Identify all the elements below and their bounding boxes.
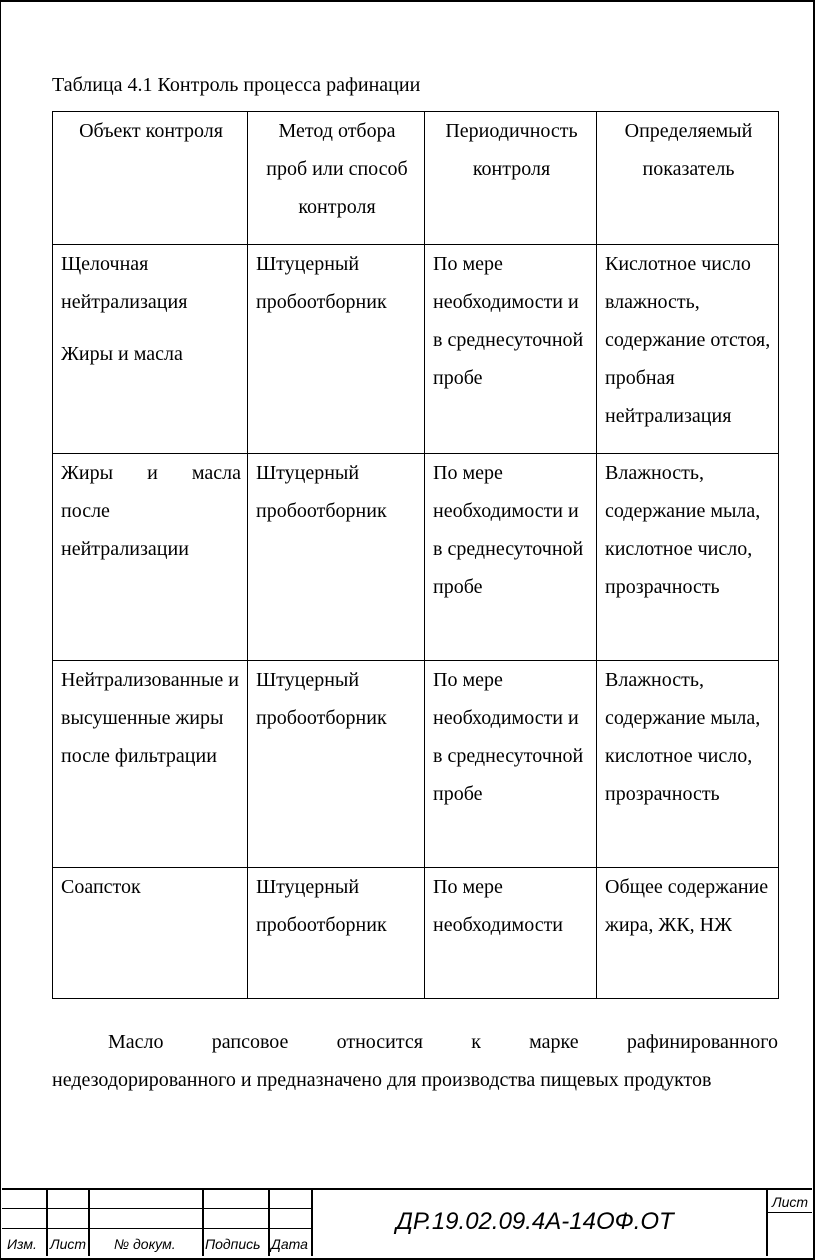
document-code: ДР.19.02.09.4А-14ОФ.ОТ [396, 1208, 674, 1235]
cell-indicator: Кислотное число влажность, содержание отстоя, пробная нейтрализация [597, 245, 779, 454]
cell-period: По мере необходимости и в среднесуточной пробе [425, 661, 597, 868]
control-table [52, 111, 779, 999]
body-paragraph [52, 1023, 778, 1099]
cell-object-line: Жиры и масла [61, 343, 183, 365]
cell-indicator: Общее содержание жира, ЖК, НЖ [597, 868, 779, 999]
stamp-sheet-label: Лист [772, 1194, 809, 1210]
table-row [53, 661, 779, 868]
stamp-list-label: Лист [50, 1236, 87, 1252]
stamp-izm-label: Изм. [7, 1236, 37, 1252]
cell-object-line: Жиры и масла [61, 462, 241, 484]
table-row [53, 245, 779, 454]
cell-indicator: Влажность, содержание мыла, кислотное число, прозрачность [597, 661, 779, 868]
cell-object [53, 454, 248, 661]
cell-method: Штуцерный пробоотборник [248, 868, 425, 999]
cell-method: Штуцерный пробоотборник [248, 245, 425, 454]
cell-method: Штуцерный пробоотборник [248, 661, 425, 868]
stamp-doc-label: № докум. [114, 1236, 176, 1252]
cell-object: Нейтрализованные и высушенные жиры после фильтрации [53, 661, 248, 868]
paragraph-line-1: Масло рапсовое относится к марке рафинированного [108, 1031, 778, 1053]
cell-method: Штуцерный пробоотборник [248, 454, 425, 661]
table-row [53, 454, 779, 661]
cell-period: По мере необходимости и в среднесуточной пробе [425, 245, 597, 454]
table-caption: Таблица 4.1 Контроль процесса рафинации [52, 74, 421, 96]
header-method: Метод отбора проб или способ контроля [248, 112, 425, 245]
table-row [53, 868, 779, 999]
cell-indicator: Влажность, содержание мыла, кислотное число, прозрачность [597, 454, 779, 661]
cell-period: По мере необходимости [425, 868, 597, 999]
cell-object: Соапсток [53, 868, 248, 999]
header-period: Периодичность контроля [425, 112, 597, 245]
cell-object-line: после нейтрализации [61, 500, 189, 560]
header-indicator: Определяемый показатель [597, 112, 779, 245]
cell-object [53, 245, 248, 454]
paragraph-line-2: недезодорированного и предназначено для производства пищевых продуктов [52, 1069, 712, 1091]
stamp-signature-label: Подпись [205, 1236, 261, 1252]
cell-object-line: Щелочная нейтрализация [61, 253, 188, 313]
cell-period: По мере необходимости и в среднесуточной пробе [425, 454, 597, 661]
header-object: Объект контроля [53, 112, 248, 245]
stamp-date-label: Дата [271, 1236, 308, 1252]
table-header-row [53, 112, 779, 245]
title-block-stamp [2, 1188, 812, 1256]
